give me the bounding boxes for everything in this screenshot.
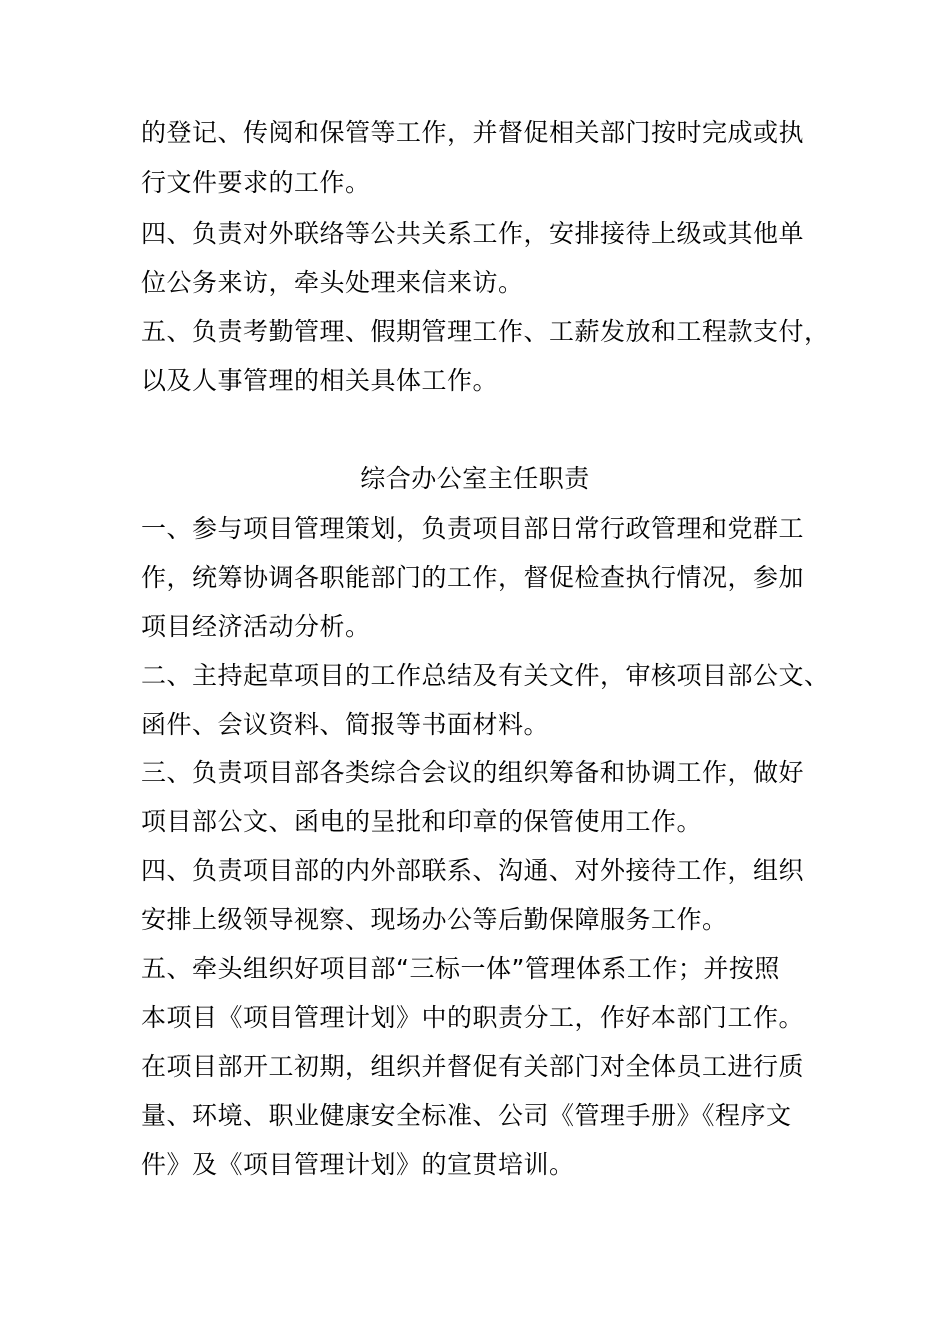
section-title: 综合办公室主任职责 <box>360 464 590 493</box>
paragraph-line: 量、环境、职业健康安全标准、公司《管理手册》《程序文 <box>141 1101 792 1130</box>
paragraph-line: 位公务来访，牵头处理来信来访。 <box>141 268 524 297</box>
paragraph-line: 四、负责对外联络等公共关系工作，安排接待上级或其他单 <box>141 219 805 248</box>
paragraph-line: 函件、会议资料、简报等书面材料。 <box>141 710 550 739</box>
paragraph-line: 安排上级领导视察、现场办公等后勤保障服务工作。 <box>141 905 728 934</box>
paragraph-line: 五、牵头组织好项目部“三标一体”管理体系工作；并按照 <box>141 954 780 983</box>
paragraph-line: 本项目《项目管理计划》中的职责分工，作好本部门工作。 <box>141 1003 805 1032</box>
paragraph-line: 作，统筹协调各职能部门的工作，督促检查执行情况，参加 <box>141 563 805 592</box>
paragraph-line: 项目部公文、函电的呈批和印章的保管使用工作。 <box>141 807 703 836</box>
paragraph-line: 三、负责项目部各类综合会议的组织筹备和协调工作，做好 <box>141 758 805 787</box>
paragraph-line: 二、主持起草项目的工作总结及有关文件，审核项目部公文、 <box>141 661 830 690</box>
paragraph-line: 的登记、传阅和保管等工作，并督促相关部门按时完成或执 <box>141 118 805 147</box>
paragraph-line: 件》及《项目管理计划》的宣贯培训。 <box>141 1150 575 1179</box>
paragraph-line: 一、参与项目管理策划，负责项目部日常行政管理和党群工 <box>141 514 805 543</box>
paragraph-line: 四、负责项目部的内外部联系、沟通、对外接待工作，组织 <box>141 856 805 885</box>
paragraph-line: 在项目部开工初期，组织并督促有关部门对全体员工进行质 <box>141 1052 805 1081</box>
paragraph-line: 项目经济活动分析。 <box>141 612 371 641</box>
paragraph-line: 五、负责考勤管理、假期管理工作、工薪发放和工程款支付， <box>141 317 830 346</box>
paragraph-line: 行文件要求的工作。 <box>141 168 371 197</box>
paragraph-line: 以及人事管理的相关具体工作。 <box>141 366 499 395</box>
